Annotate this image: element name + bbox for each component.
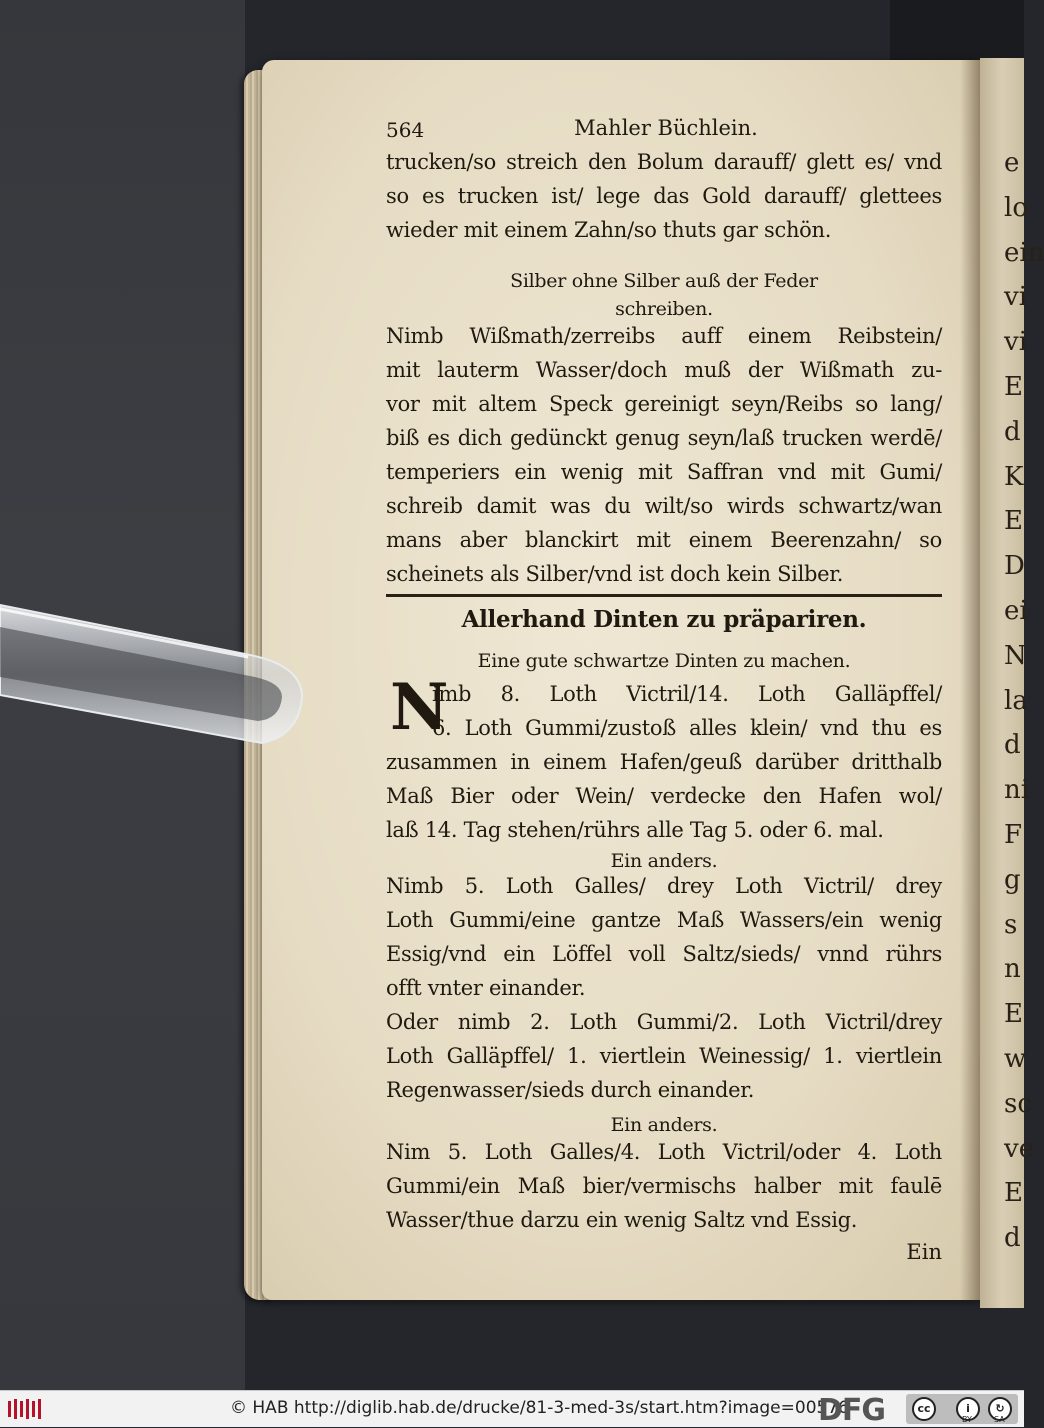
facing-page-fragment: D (1004, 551, 1025, 581)
facing-page-fragment: E (1004, 999, 1023, 1029)
drop-cap: N (390, 670, 449, 745)
facing-page-fragment: d (1004, 417, 1021, 447)
footer-bar (0, 1390, 1024, 1427)
text-line: schreib damit was du wilt/so wirds schwartz/wan (386, 494, 942, 518)
facing-page-fragment: E (1004, 506, 1023, 536)
text-line: Wasser/thue darzu ein wenig Saltz vnd Essig. (386, 1208, 858, 1232)
text-line: offt vnter einander. (386, 976, 586, 1000)
text-line: Nim 5. Loth Galles/4. Loth Victril/oder 4. Loth (386, 1140, 942, 1164)
text-line: Gummi/ein Maß bier/vermischs halber mit faulē (386, 1174, 942, 1198)
text-line: mit lauterm Wasser/doch muß der Wißmath zu- (386, 358, 942, 382)
by-label: BY (962, 1415, 972, 1424)
sub-heading: Eine gute schwartze Dinten zu machen. (477, 650, 851, 672)
text-line: Nimb 5. Loth Galles/ drey Loth Victril/ drey (386, 874, 942, 898)
text-line: Regenwasser/sieds durch einander. (386, 1078, 755, 1102)
facing-page-fragment: e (1004, 148, 1020, 178)
text-line: temperiers ein wenig mit Saffran vnd mit Gumi/ (386, 460, 942, 484)
section-heading: Silber ohne Silber auß der Feder (510, 270, 818, 292)
text-line: Maß Bier oder Wein/ verdecke den Hafen wol/ (386, 784, 942, 808)
text-line: 6. Loth Gummi/zustoß alles klein/ vnd thu es (432, 716, 942, 740)
facing-page-fragment: N (1004, 641, 1027, 671)
facing-page-fragment: d (1004, 730, 1021, 760)
text-line: Loth Gummi/eine gantze Maß Wassers/ein wenig (386, 908, 942, 932)
facing-page-fragment: w (1004, 1044, 1027, 1074)
cc-license-badge[interactable] (906, 1394, 1018, 1424)
page-number: 564 (386, 118, 425, 142)
facing-page-fragment: sc (1004, 1089, 1032, 1119)
facing-page-fragment: ein (1004, 238, 1044, 268)
facing-page-fragment: vi (1004, 282, 1028, 312)
facing-page-fragment: F (1004, 820, 1023, 850)
sa-label: SA (994, 1415, 1005, 1424)
book-gutter (960, 60, 980, 1300)
sub-heading: Ein anders. (610, 850, 718, 872)
hab-logo-icon (6, 1397, 46, 1421)
facing-page-fragment: s (1004, 910, 1018, 940)
share-alike-icon: ↻ (988, 1397, 1012, 1421)
facing-page-fragment: n (1004, 954, 1021, 984)
text-line: trucken/so streich den Bolum darauff/ glett es/ vnd (386, 150, 942, 174)
section-rule (386, 594, 942, 597)
text-line: imb 8. Loth Victril/14. Loth Galläpffel/ (432, 682, 942, 706)
page-clamp (0, 585, 310, 755)
text-line: zusammen in einem Hafen/geuß darüber dritthalb (386, 750, 942, 774)
catchword: Ein (906, 1240, 942, 1264)
text-line: vor mit altem Speck gereinigt seyn/Reibs so lang/ (386, 392, 942, 416)
text-line: Loth Galläpffel/ 1. viertlein Weinessig/ 1. viertlein (386, 1044, 942, 1068)
text-line: laß 14. Tag stehen/rührs alle Tag 5. oder 6. mal. (386, 818, 884, 842)
facing-page-fragment: lo (1004, 193, 1028, 223)
facing-page-fragment: K (1004, 462, 1024, 492)
running-head: Mahler Büchlein. (574, 116, 758, 140)
text-line: so es trucken ist/ lege das Gold darauff/ glettees (386, 184, 942, 208)
cc-icon: cc (912, 1397, 936, 1421)
section-heading: Allerhand Dinten zu präpariren. (461, 606, 867, 633)
facing-page-fragment: ei (1004, 596, 1028, 626)
text-line: biß es dich gedünckt genug seyn/laß trucken werdē/ (386, 426, 942, 450)
by-attribution-icon: i (956, 1397, 980, 1421)
text-line: scheinets als Silber/vnd ist doch kein Silber. (386, 562, 844, 586)
dfg-logo: DFG (818, 1393, 886, 1428)
facing-page-fragment: E (1004, 1178, 1023, 1208)
facing-page-fragment: ve (1004, 1134, 1035, 1164)
text-line: wieder mit einem Zahn/so thuts gar schön. (386, 218, 832, 242)
text-line: Nimb Wißmath/zerreibs auff einem Reibstein/ (386, 324, 942, 348)
facing-page-fragment: vi (1004, 327, 1028, 357)
text-line: Oder nimb 2. Loth Gummi/2. Loth Victril/drey (386, 1010, 942, 1034)
facing-page-fragment: ni (1004, 775, 1030, 805)
scan-backdrop-corner (890, 0, 1024, 60)
text-line: mans aber blanckirt mit einem Beerenzahn/ so (386, 528, 942, 552)
copyright-url[interactable]: © HAB http://diglib.hab.de/drucke/81-3-med-3s/start.htm?image=00576 (230, 1398, 849, 1418)
sub-heading: Ein anders. (610, 1114, 718, 1136)
text-line: Essig/vnd ein Löffel voll Saltz/sieds/ vnnd rührs (386, 942, 942, 966)
facing-page-fragment: g (1004, 865, 1021, 895)
facing-page-fragment: la (1004, 686, 1028, 716)
section-heading: schreiben. (615, 298, 713, 320)
facing-page-fragment: E (1004, 372, 1023, 402)
facing-page-fragment: d (1004, 1223, 1021, 1253)
